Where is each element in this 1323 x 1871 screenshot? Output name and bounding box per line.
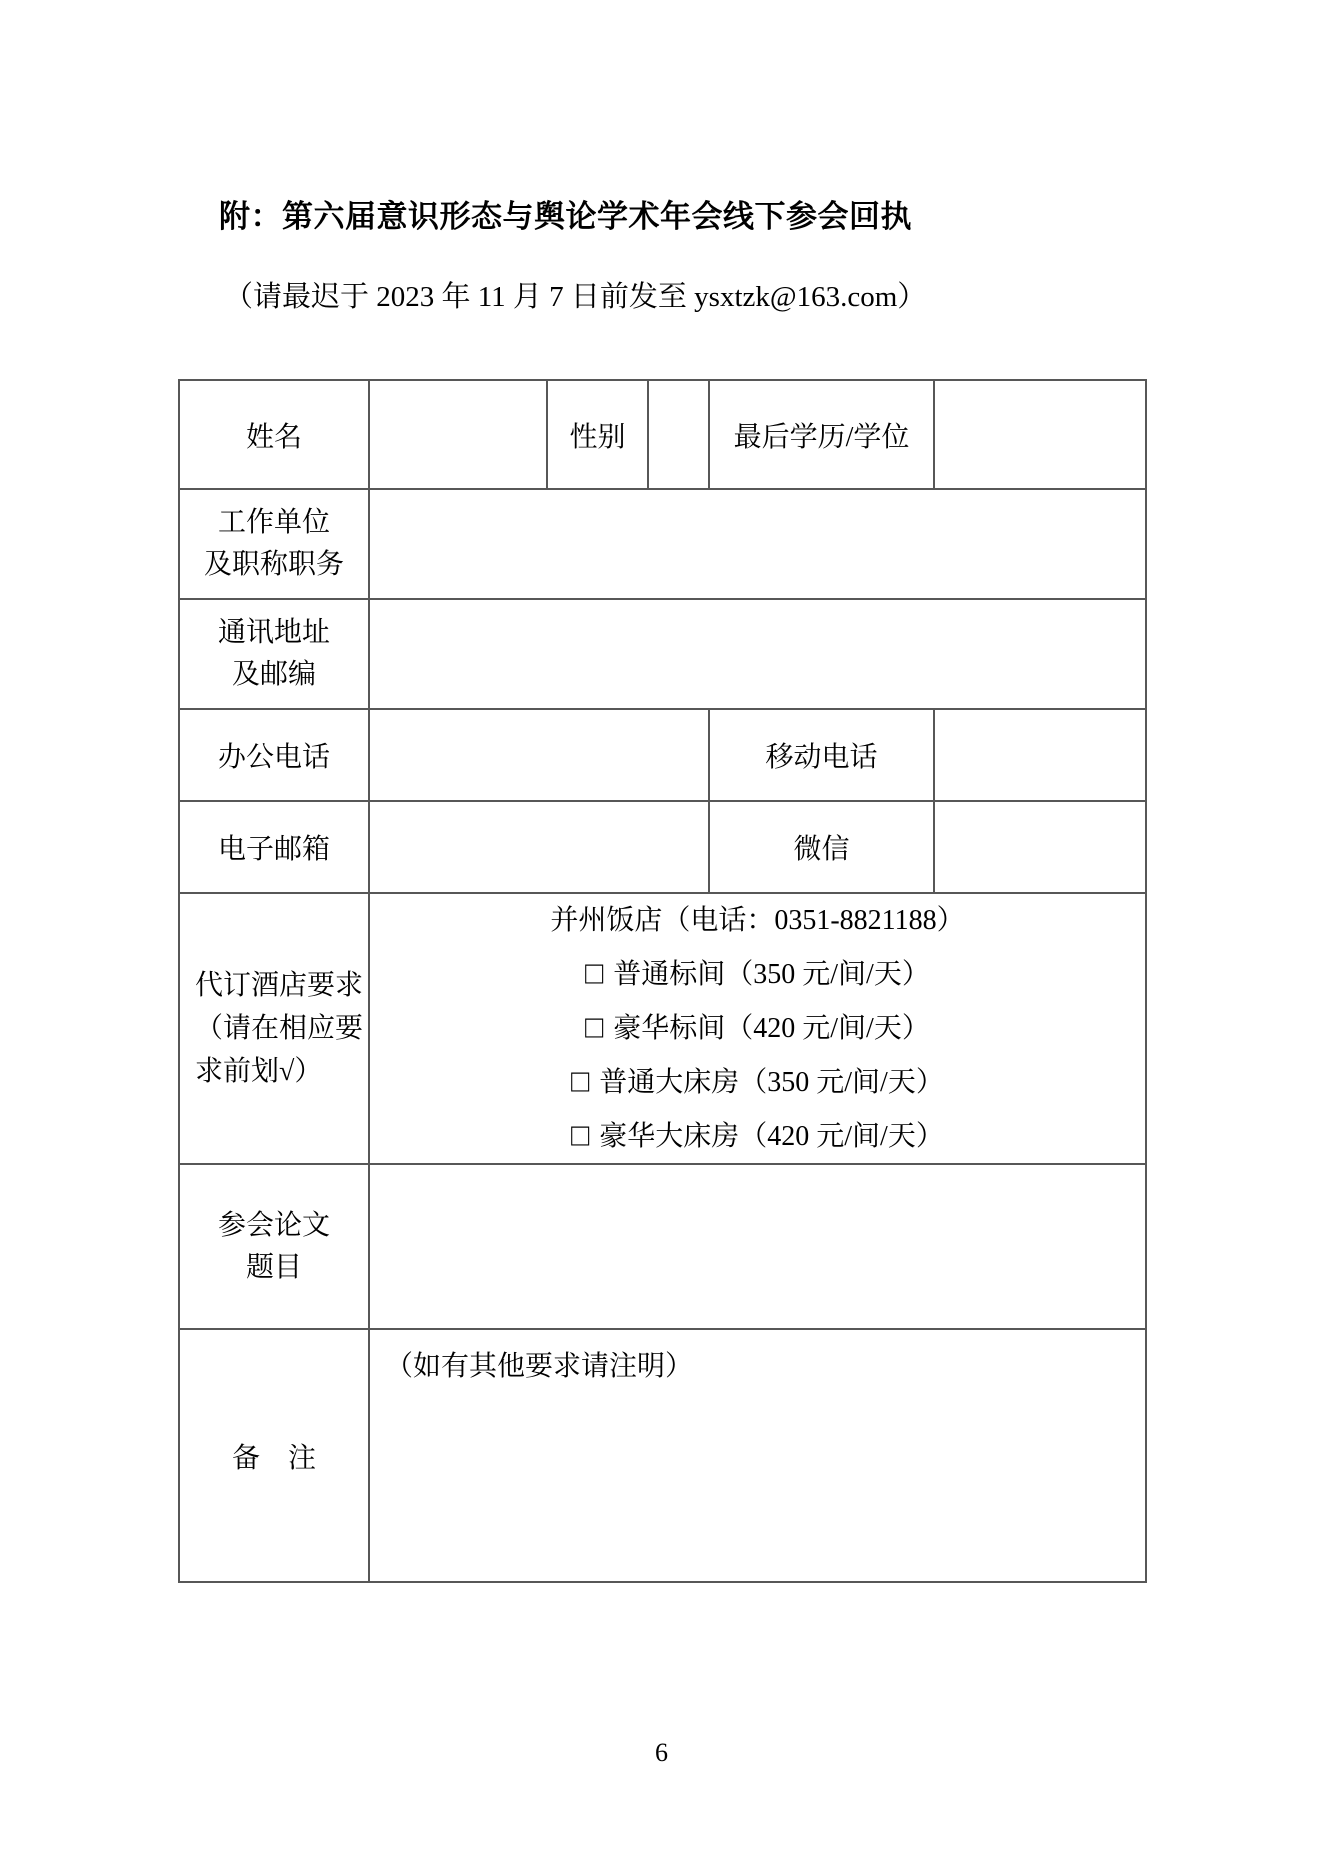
- table-row: [179, 1164, 1146, 1329]
- checkbox-icon[interactable]: □: [585, 956, 604, 991]
- work-unit-input-cell[interactable]: [369, 489, 1146, 599]
- paper-title-label-line2: 题目: [245, 1251, 302, 1283]
- office-phone-label: 办公电话: [217, 742, 330, 773]
- email-input-cell[interactable]: [369, 801, 709, 893]
- office-phone-input-cell[interactable]: [369, 709, 709, 801]
- hotel-request-label-cell: [179, 893, 369, 1164]
- table-row: [179, 709, 1146, 801]
- mobile-phone-input-cell[interactable]: [934, 709, 1146, 801]
- page-title: 附：第六届意识形态与舆论学术年会线下参会回执: [219, 199, 912, 234]
- degree-input-cell[interactable]: [934, 380, 1146, 489]
- paper-title-label-cell: [179, 1164, 369, 1329]
- mobile-phone-label: 移动电话: [765, 742, 878, 773]
- deadline-note: （请最迟于 2023 年 11 月 7 日前发至 ysxtzk@163.com）: [224, 281, 927, 313]
- checkbox-icon[interactable]: □: [571, 1064, 590, 1099]
- checkbox-icon[interactable]: □: [585, 1010, 604, 1045]
- hotel-request-label-line2: （请在相应要: [195, 1013, 364, 1044]
- hotel-request-label-line3: 求前划√）: [195, 1056, 323, 1087]
- hotel-option-standard-king: [370, 1055, 1145, 1109]
- mobile-phone-label-cell: [709, 709, 934, 801]
- address-label-line1: 通讯地址: [217, 617, 330, 648]
- paper-title-label-line1: 参会论文: [217, 1209, 330, 1241]
- hotel-option-standard: [370, 947, 1145, 1001]
- table-row: [179, 893, 1146, 1164]
- hotel-options-cell: [369, 893, 1146, 1164]
- table-row: [179, 1329, 1146, 1582]
- table-row: [179, 801, 1146, 893]
- gender-label: 性别: [569, 421, 626, 453]
- email-label: 电子邮箱: [217, 834, 330, 865]
- hotel-name-line: 并州饭店（电话：0351-8821188）: [550, 905, 965, 936]
- hotel-option-label: 豪华大床房（420 元/间/天）: [599, 1121, 944, 1152]
- remarks-label: 备 注: [231, 1442, 316, 1474]
- hotel-option-deluxe-king: [370, 1109, 1145, 1163]
- email-label-cell: [179, 801, 369, 893]
- gender-input-cell[interactable]: [648, 380, 709, 489]
- checkbox-icon[interactable]: □: [571, 1118, 590, 1153]
- hotel-option-deluxe: [370, 1001, 1145, 1055]
- degree-label: 最后学历/学位: [733, 421, 910, 453]
- address-input-cell[interactable]: [369, 599, 1146, 709]
- table-row: [179, 489, 1146, 599]
- name-label-cell: [179, 380, 369, 489]
- name-label: 姓名: [245, 421, 302, 453]
- remarks-label-cell: [179, 1329, 369, 1582]
- address-label-line2: 及邮编: [231, 659, 316, 690]
- work-unit-label-line2: 及职称职务: [203, 549, 344, 580]
- hotel-option-label: 普通大床房（350 元/间/天）: [599, 1067, 944, 1098]
- wechat-label-cell: [709, 801, 934, 893]
- work-unit-label-cell: [179, 489, 369, 599]
- address-label-cell: [179, 599, 369, 709]
- gender-label-cell: [547, 380, 648, 489]
- work-unit-label-line1: 工作单位: [217, 507, 330, 538]
- name-input-cell[interactable]: [369, 380, 547, 489]
- paper-title-input-cell[interactable]: [369, 1164, 1146, 1329]
- remarks-input-cell[interactable]: [369, 1329, 1146, 1582]
- remarks-hint: （如有其他要求请注明）: [385, 1351, 694, 1382]
- table-row: [179, 380, 1146, 489]
- wechat-label: 微信: [793, 834, 850, 865]
- registration-form-table: [178, 379, 1147, 1583]
- hotel-option-label: 豪华标间（420 元/间/天）: [613, 1013, 930, 1044]
- wechat-input-cell[interactable]: [934, 801, 1146, 893]
- degree-label-cell: [709, 380, 934, 489]
- page-number: 6: [655, 1738, 668, 1767]
- hotel-request-label-line1: 代订酒店要求: [195, 970, 364, 1001]
- table-row: [179, 599, 1146, 709]
- hotel-option-label: 普通标间（350 元/间/天）: [613, 959, 930, 990]
- office-phone-label-cell: [179, 709, 369, 801]
